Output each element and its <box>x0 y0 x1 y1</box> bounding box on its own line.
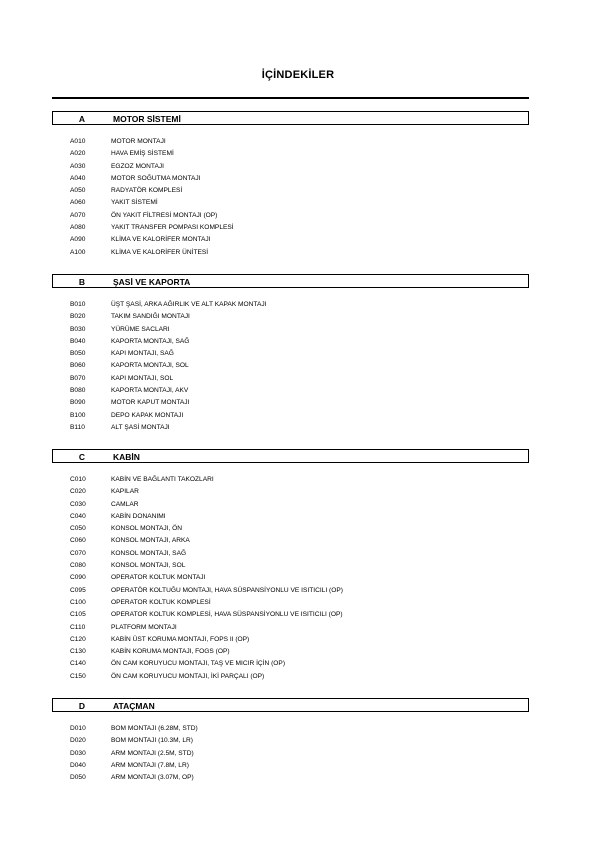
item-description: YAKIT TRANSFER POMPASI KOMPLESİ <box>111 224 234 232</box>
item-description: MOTOR MONTAJI <box>111 138 166 145</box>
list-item <box>52 609 529 621</box>
item-description: KABİN ÜST KORUMA MONTAJI, FOPS II (OP) <box>111 635 250 643</box>
list-item <box>52 486 529 498</box>
item-code: C050 <box>70 525 86 533</box>
list-item <box>52 523 529 535</box>
item-code: B110 <box>70 423 85 431</box>
item-description: KABİN KORUMA MONTAJI, FOGS (OP) <box>111 648 230 656</box>
title-divider <box>52 97 529 99</box>
list-item <box>52 622 529 634</box>
section-title: MOTOR SİSTEMİ <box>113 114 181 124</box>
item-code: D030 <box>70 749 86 757</box>
list-item <box>52 136 529 148</box>
item-code: C100 <box>70 598 86 606</box>
item-description: DEPO KAPAK MONTAJI <box>111 411 184 419</box>
item-code: C110 <box>70 623 86 631</box>
list-item <box>52 234 529 246</box>
page-title: İÇİNDEKİLER <box>261 69 335 81</box>
item-code: A090 <box>70 236 86 244</box>
item-code: C080 <box>70 562 86 570</box>
list-item <box>52 348 529 360</box>
list-item <box>52 772 529 784</box>
item-description: KAPORTA MONTAJI, AKV <box>111 387 189 395</box>
item-code: B060 <box>70 362 86 370</box>
item-code: C030 <box>70 500 86 508</box>
item-description: KAPORTA MONTAJI, SAĞ <box>111 337 190 345</box>
item-description: BOM MONTAJI (6.28M, STD) <box>111 725 198 732</box>
item-code: A010 <box>70 138 86 145</box>
item-description: PLATFORM MONTAJI <box>111 623 177 631</box>
list-item <box>52 585 529 597</box>
item-description: KONSOL MONTAJI, SAĞ <box>111 549 187 557</box>
item-code: D020 <box>70 737 86 745</box>
item-code: A060 <box>70 199 86 207</box>
list-item <box>52 397 529 409</box>
list-item <box>52 422 529 434</box>
item-code: B040 <box>70 337 86 345</box>
item-description: MOTOR KAPUT MONTAJI <box>111 399 190 407</box>
item-description: HAVA EMİŞ SİSTEMİ <box>111 150 174 158</box>
item-description: ARM MONTAJI (7.8M, LR) <box>111 761 189 769</box>
list-item <box>52 311 529 323</box>
item-code: B080 <box>70 387 86 395</box>
list-item <box>52 548 529 560</box>
item-description: OPERATOR KOLTUK KOMPLESİ, HAVA SÜSPANSİYONLU VE ISITICILI (OP) <box>111 611 343 619</box>
item-code: A050 <box>70 187 86 195</box>
section-items <box>52 474 529 683</box>
section-b <box>52 274 529 434</box>
item-code: C090 <box>70 574 86 582</box>
list-item <box>52 572 529 584</box>
item-description: TAKIM SANDIĞI MONTAJI <box>111 313 190 321</box>
list-item <box>52 373 529 385</box>
section-header <box>52 698 529 712</box>
section-letter: C <box>78 452 86 462</box>
item-description: KAPI MONTAJI, SAĞ <box>111 350 174 358</box>
item-code: D010 <box>70 725 86 732</box>
list-item <box>52 671 529 683</box>
item-code: C040 <box>70 512 86 520</box>
item-description: ARM MONTAJI (2.5M, STD) <box>111 749 194 757</box>
item-code: C010 <box>70 476 86 483</box>
list-item <box>52 760 529 772</box>
item-description: ÜŞT ŞASİ, ARKA AĞIRLIK VE ALT KAPAK MONTAJI <box>111 301 267 308</box>
item-code: A070 <box>70 211 86 219</box>
list-item <box>52 634 529 646</box>
item-description: KAPI MONTAJI, SOL <box>111 374 174 382</box>
list-item <box>52 385 529 397</box>
item-description: KAPORTA MONTAJI, SOL <box>111 362 189 370</box>
item-description: ÖN YAKIT FİLTRESİ MONTAJI (OP) <box>111 211 218 219</box>
item-code: B010 <box>70 301 86 308</box>
section-header <box>52 449 529 463</box>
section-title: ATAÇMAN <box>113 701 155 711</box>
item-code: D050 <box>70 774 86 782</box>
list-item <box>52 247 529 259</box>
list-item <box>52 148 529 160</box>
item-description: ARM MONTAJI (3.07M, OP) <box>111 774 194 782</box>
item-description: EGZOZ MONTAJI <box>111 162 164 170</box>
list-item <box>52 474 529 486</box>
list-item <box>52 336 529 348</box>
item-code: C130 <box>70 648 86 656</box>
list-item <box>52 299 529 311</box>
list-item <box>52 658 529 670</box>
item-description: KABİN DONANIMI <box>111 512 166 520</box>
item-description: MOTOR SOĞUTMA MONTAJI <box>111 174 201 182</box>
item-code: B030 <box>70 325 86 333</box>
item-code: B100 <box>70 411 86 419</box>
item-description: KLİMA VE KALORİFER ÜNİTESİ <box>111 248 209 256</box>
list-item <box>52 410 529 422</box>
section-a <box>52 111 529 259</box>
section-letter: D <box>78 701 86 711</box>
section-header <box>52 274 529 288</box>
list-item <box>52 360 529 372</box>
item-description: OPERATOR KOLTUK MONTAJI <box>111 574 206 582</box>
item-code: C095 <box>70 586 86 594</box>
section-title: ŞASİ VE KAPORTA <box>113 277 191 287</box>
item-description: ÖN CAM KORUYUCU MONTAJI, TAŞ VE MICIR İÇİN (OP) <box>111 660 286 668</box>
item-description: YÜRÜME SACLARI <box>111 325 170 333</box>
item-code: A100 <box>70 248 86 256</box>
item-code: A080 <box>70 224 86 232</box>
item-code: A040 <box>70 174 86 182</box>
item-code: C105 <box>70 611 86 619</box>
item-description: KONSOL MONTAJI, ARKA <box>111 537 190 545</box>
section-items <box>52 299 529 434</box>
list-item <box>52 210 529 222</box>
section-title: KABİN <box>113 452 140 462</box>
section-items <box>52 136 529 259</box>
section-items <box>52 723 529 784</box>
section-c <box>52 449 529 683</box>
section-header <box>52 111 529 125</box>
item-code: C020 <box>70 488 86 496</box>
item-description: BOM MONTAJI (10.3M, LR) <box>111 737 193 745</box>
item-code: B020 <box>70 313 86 321</box>
list-item <box>52 197 529 209</box>
list-item <box>52 597 529 609</box>
section-letter: B <box>78 277 86 287</box>
item-code: A020 <box>70 150 86 158</box>
item-code: A030 <box>70 162 86 170</box>
list-item <box>52 535 529 547</box>
item-code: C070 <box>70 549 86 557</box>
item-description: ÖN CAM KORUYUCU MONTAJI, İKİ PARÇALI (OP) <box>111 672 265 680</box>
item-description: KABİN VE BAĞLANTI TAKOZLARI <box>111 476 214 483</box>
item-description: ALT ŞASİ MONTAJI <box>111 423 170 431</box>
item-code: C120 <box>70 635 86 643</box>
item-code: B090 <box>70 399 86 407</box>
item-code: B070 <box>70 374 86 382</box>
item-description: KLİMA VE KALORİFER MONTAJI <box>111 236 211 244</box>
item-description: KONSOL MONTAJI, SOL <box>111 562 186 570</box>
section-d <box>52 698 529 784</box>
item-code: C060 <box>70 537 86 545</box>
item-description: OPERATÖR KOLTUĞU MONTAJI, HAVA SÜSPANSİYONLU VE ISITICILI (OP) <box>111 586 343 594</box>
item-description: KONSOL MONTAJI, ÖN <box>111 525 183 533</box>
list-item <box>52 185 529 197</box>
item-code: C140 <box>70 660 86 668</box>
list-item <box>52 173 529 185</box>
item-description: RADYATÖR KOMPLESİ <box>111 187 183 195</box>
section-letter: A <box>78 114 86 124</box>
list-item <box>52 324 529 336</box>
item-description: KAPILAR <box>111 488 139 496</box>
list-item <box>52 723 529 735</box>
list-item <box>52 222 529 234</box>
list-item <box>52 511 529 523</box>
item-code: C150 <box>70 672 86 680</box>
item-code: D040 <box>70 761 86 769</box>
list-item <box>52 748 529 760</box>
item-description: OPERATOR KOLTUK KOMPLESİ <box>111 598 211 606</box>
item-code: B050 <box>70 350 86 358</box>
list-item <box>52 646 529 658</box>
list-item <box>52 735 529 747</box>
list-item <box>52 161 529 173</box>
list-item <box>52 560 529 572</box>
item-description: YAKIT SİSTEMİ <box>111 199 158 207</box>
list-item <box>52 499 529 511</box>
item-description: CAMLAR <box>111 500 139 508</box>
